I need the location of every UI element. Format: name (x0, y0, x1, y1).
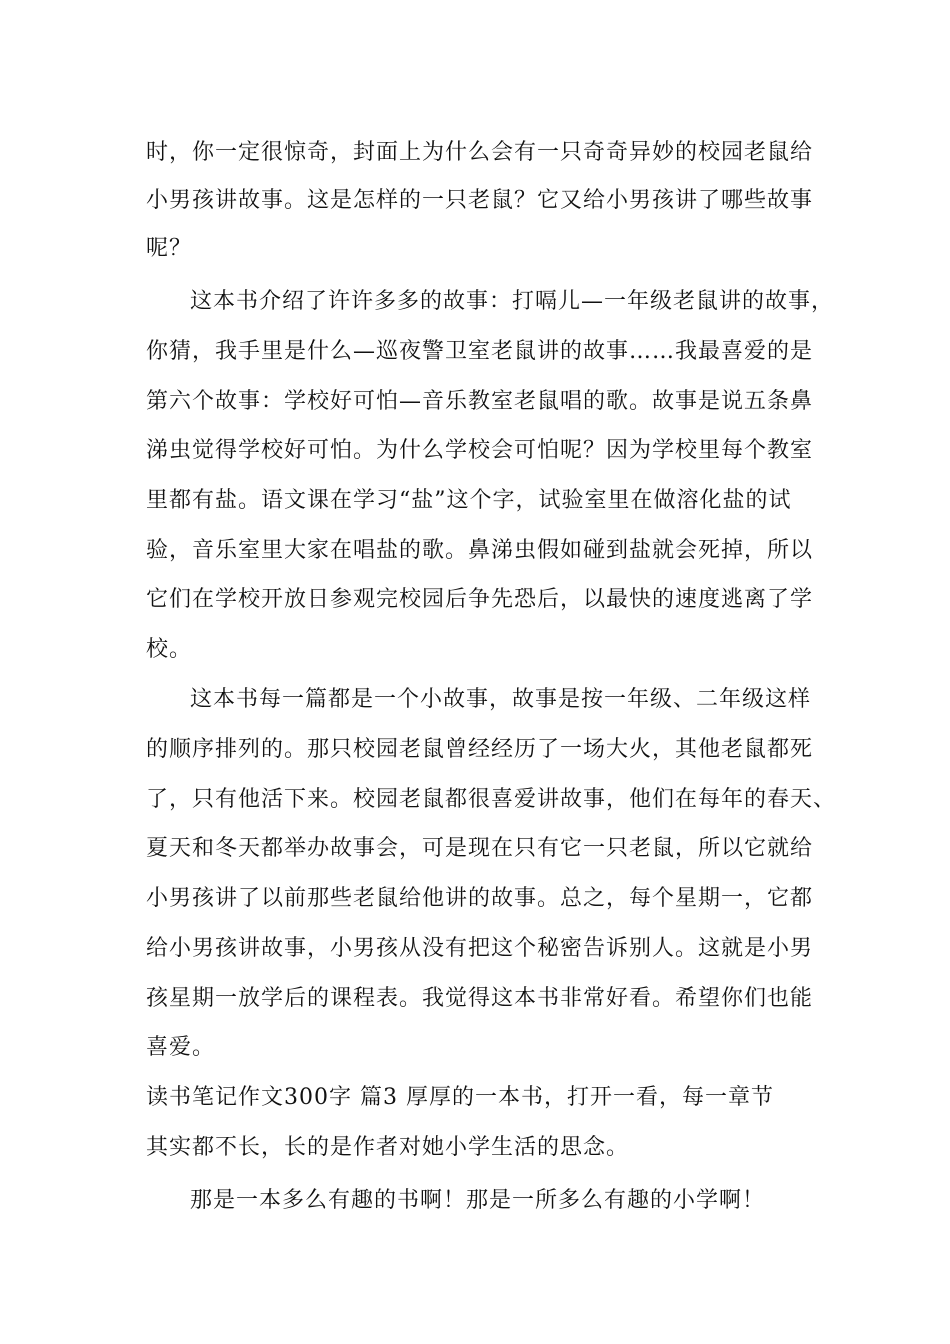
text-line: 小男孩讲了以前那些老鼠给他讲的故事。总之，每个星期一，它都 (146, 886, 814, 911)
text-line: 涕虫觉得学校好可怕。为什么学校会可怕呢？因为学校里每个教室 (146, 438, 814, 463)
text-line: 小男孩讲故事。这是怎样的一只老鼠？它又给小男孩讲了哪些故事 (146, 188, 814, 213)
text-line: 的顺序排列的。那只校园老鼠曾经经历了一场大火，其他老鼠都死 (146, 737, 814, 762)
section-heading-line: 读书笔记作文300字 篇3 厚厚的一本书，打开一看，每一章节 (146, 1085, 774, 1110)
text-line: 里都有盐。语文课在学习“盐”这个字，试验室里在做溶化盐的试 (146, 488, 792, 513)
text-line: 校。 (146, 637, 193, 662)
text-line: 这本书每一篇都是一个小故事，故事是按一年级、二年级这样 (190, 687, 812, 712)
text-line: 时，你一定很惊奇，封面上为什么会有一只奇奇异妙的校园老鼠给 (146, 140, 814, 165)
text-line: 验，音乐室里大家在唱盐的歌。鼻涕虫假如碰到盐就会死掉，所以 (146, 538, 814, 563)
text-line: 呢？ (146, 236, 193, 261)
text-line: 喜爱。 (146, 1035, 216, 1060)
text-line: 孩星期一放学后的课程表。我觉得这本书非常好看。希望你们也能 (146, 986, 814, 1011)
text-line: 你猜，我手里是什么—巡夜警卫室老鼠讲的故事……我最喜爱的是 (146, 339, 814, 364)
text-line: 第六个故事：学校好可怕—音乐教室老鼠唱的歌。故事是说五条鼻 (146, 389, 814, 414)
text-line: 夏天和冬天都举办故事会，可是现在只有它一只老鼠，所以它就给 (146, 836, 814, 861)
text-line: 给小男孩讲故事，小男孩从没有把这个秘密告诉别人。这就是小男 (146, 936, 814, 961)
text-line: 它们在学校开放日参观完校园后争先恐后，以最快的速度逃离了学 (146, 587, 814, 612)
text-line: 这本书介绍了许许多多的故事：打嗝儿—一年级老鼠讲的故事， (190, 289, 835, 314)
text-line: 了，只有他活下来。校园老鼠都很喜爱讲故事，他们在每年的春天、 (146, 787, 837, 812)
text-line: 其实都不长，长的是作者对她小学生活的思念。 (146, 1135, 630, 1160)
text-line: 那是一本多么有趣的书啊！那是一所多么有趣的小学啊！ (190, 1188, 766, 1213)
